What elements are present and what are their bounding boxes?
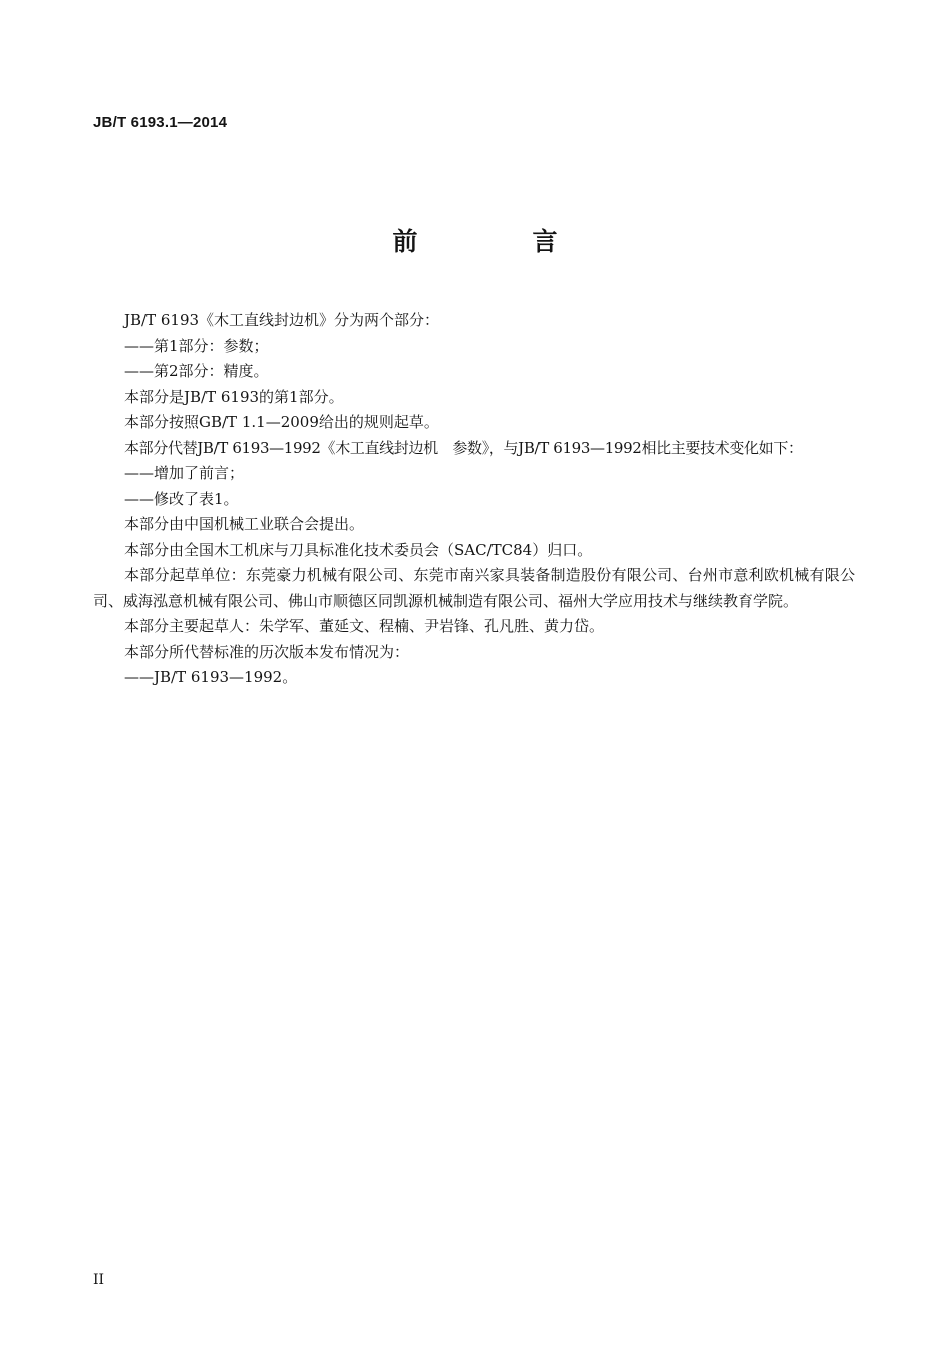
- section-title: 前 言: [392, 227, 603, 256]
- list-item-part1: ——第1部分：参数；: [124, 336, 269, 355]
- page-number: II: [93, 1272, 105, 1288]
- list-item-history: ——JB/T 6193—1992。: [124, 668, 298, 686]
- paragraph-part-statement: 本部分是JB/T 6193的第1部分。: [124, 387, 344, 406]
- standard-code-header: JB/T 6193.1—2014: [93, 114, 228, 131]
- list-item-change1: ——增加了前言；: [124, 464, 245, 482]
- paragraph-drafting-units: 本部分起草单位：东莞豪力机械有限公司、东莞市南兴家具装备制造股份有限公司、台州市意利欧机械有限公司、威海泓意机械有限公司、佛山市顺德区同凯源机械制造有限公司、福州大学应用技术与继续教育学院。: [93, 566, 855, 610]
- paragraph-centralized-by: 本部分由全国木工机床与刀具标准化技术委员会（SAC/TC84）归口。: [124, 540, 593, 559]
- list-item-change2: ——修改了表1。: [124, 489, 239, 508]
- paragraph-drafters: 本部分主要起草人：朱学军、董延文、程楠、尹岩锋、孔凡胜、黄力岱。: [124, 617, 605, 635]
- list-item-part2: ——第2部分：精度。: [124, 362, 269, 380]
- paragraph-replacement: 本部分代替JB/T 6193—1992《木工直线封边机 参数》，与JB/T 6193—1992相比主要技术变化如下：: [124, 438, 803, 457]
- paragraph-drafting-rules: 本部分按照GB/T 1.1—2009给出的规则起草。: [124, 413, 439, 431]
- paragraph-proposed-by: 本部分由中国机械工业联合会提出。: [124, 515, 365, 533]
- paragraph-intro: JB/T 6193《木工直线封边机》分为两个部分：: [124, 311, 440, 329]
- paragraph-history-intro: 本部分所代替标准的历次版本发布情况为：: [124, 642, 410, 661]
- foreword-body: [93, 308, 855, 691]
